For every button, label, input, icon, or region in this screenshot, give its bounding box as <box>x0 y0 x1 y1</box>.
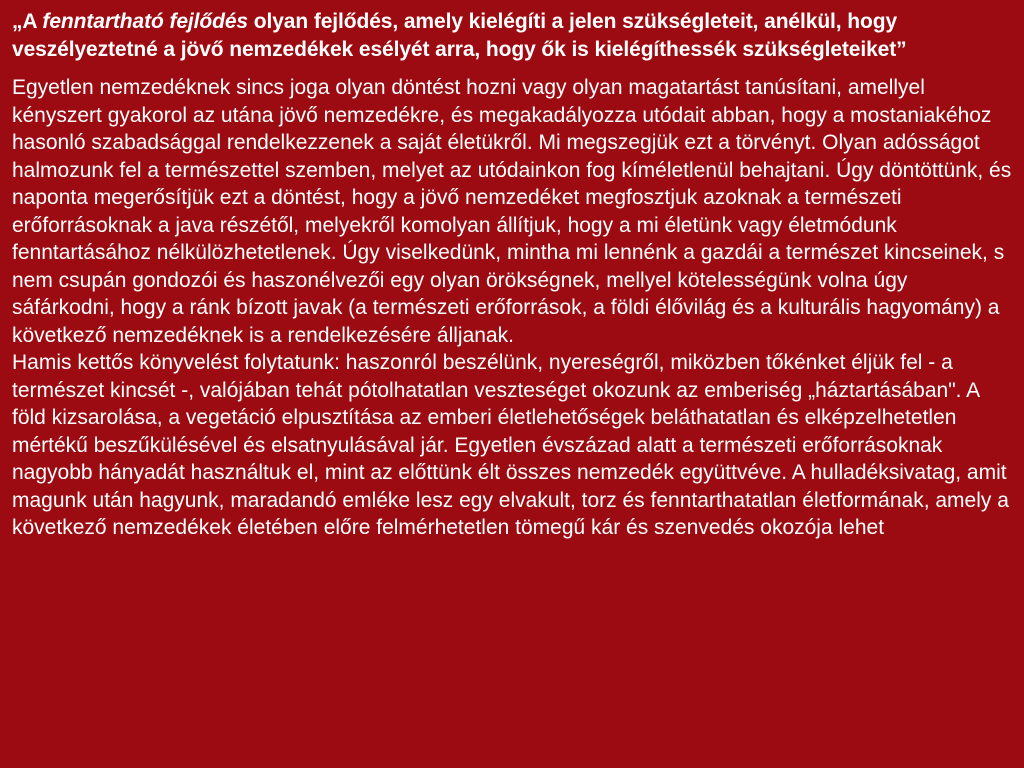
paragraph-1: Egyetlen nemzedéknek sincs joga olyan döntést hozni vagy olyan magatartást tanúsítani, amellyel kényszert gyakorol az utána jövő nemzedékre, és megakadályozza utódait abban, hogy a mostaniakéhoz hasonló szabadsággal rendelkezzenek a saját életükről. Mi megszegjük ezt a törvényt. Olyan adósságot halmozunk fel a természettel szemben, melyet az utódainkon fog kíméletlenül behajtani. Úgy döntöttünk, és naponta megerősítjük ezt a döntést, hogy a jövő nemzedéket megfosztjuk azoknak a természeti erőforrásoknak a java részétől, melyekről komolyan állítjuk, hogy a mi életünk vagy életmódunk fenntartásához nélkülözhetetlenek. Úgy viselkedünk, mintha mi lennénk a gazdái a természet kincseinek, s nem csupán gondozói és haszonélvezői egy olyan örökségnek, mellyel kötelességünk volna úgy sáfárkodni, hogy a ránk bízott javak (a természeti erőforrások, a földi élővilág és a kulturális hagyomány) a következő nemzedéknek is a rendelkezésére álljanak. <box>12 76 1012 347</box>
title-emphasis: fenntartható fejlődés <box>42 10 249 33</box>
title-rest: olyan fejlődés, amely kielégíti a jelen szükségleteit, anélkül, hogy veszélyeztetné a jövő nemzedékek esélyét arra, hogy ők is kielégíthessék szükségleteiket” <box>12 10 907 61</box>
slide-body <box>12 74 1012 542</box>
paragraph-2: Hamis kettős könyvelést folytatunk: haszonról beszélünk, nyereségről, miközben tőkénket éljük fel - a természet kincsét -, valójában tehát pótolhatatlan veszteséget okozunk az emberiség „háztartásában". A föld kizsarolása, a vegetáció elpusztítása az emberi életlehetőségek beláthatatlan és elképzelhetetlen mértékű beszűkülésével és elsatnyulásával jár. Egyetlen évszázad alatt a természeti erőforrásoknak nagyobb hányadát használtuk el, mint az előttünk élt összes nemzedék együttvéve. A hulladéksivatag, amit magunk után hagyunk, maradandó emléke lesz egy elvakult, torz és fenntarthatatlan életformának, amely a következő nemzedékek életében előre felmérhetetlen tömegű kár és szenvedés okozója lehet <box>12 351 1009 539</box>
title-open: „A <box>12 10 43 33</box>
slide-title <box>12 8 1012 64</box>
